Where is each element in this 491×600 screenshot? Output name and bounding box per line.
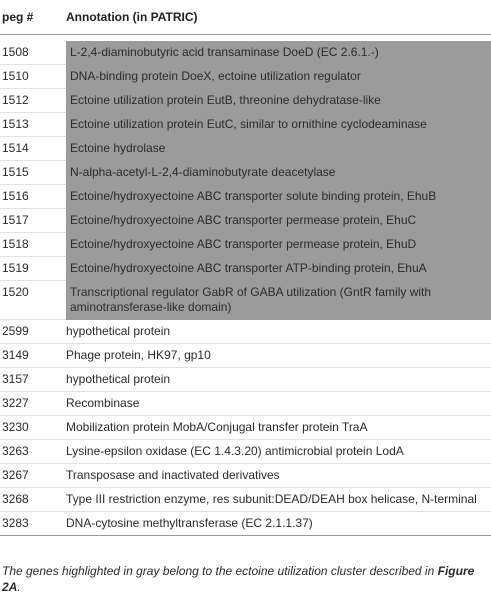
table-row [0, 89, 491, 113]
peg-cell: 3227 [0, 392, 66, 416]
header-row [0, 0, 491, 35]
caption-figure-ref: Figure 2A [2, 564, 475, 594]
peg-cell: 1510 [0, 65, 66, 89]
table-row [0, 392, 491, 416]
table-row [0, 113, 491, 137]
table-row [0, 41, 491, 65]
peg-cell: 1508 [0, 41, 66, 65]
annotation-cell: Phage protein, HK97, gp10 [66, 344, 491, 368]
peg-cell: 3149 [0, 344, 66, 368]
annotation-cell: Ectoine utilization protein EutC, similar to ornithine cyclodeaminase [66, 113, 491, 137]
peg-cell: 3267 [0, 464, 66, 488]
peg-cell: 1515 [0, 161, 66, 185]
table-row [0, 137, 491, 161]
table-body [0, 35, 491, 536]
peg-cell: 2599 [0, 320, 66, 344]
table-row [0, 488, 491, 512]
annotation-cell: L-2,4-diaminobutyric acid transaminase DoeD (EC 2.6.1.-) [66, 41, 491, 65]
table-caption [0, 563, 490, 595]
table-row [0, 65, 491, 89]
peg-cell: 1516 [0, 185, 66, 209]
peg-cell: 1520 [0, 281, 66, 320]
annotation-cell: Recombinase [66, 392, 491, 416]
annotation-cell: Ectoine utilization protein EutB, threonine dehydratase-like [66, 89, 491, 113]
table-row [0, 185, 491, 209]
annotation-cell: Type III restriction enzyme, res subunit:DEAD/DEAH box helicase, N-terminal [66, 488, 491, 512]
peg-cell: 1518 [0, 233, 66, 257]
annotation-cell: hypothetical protein [66, 368, 491, 392]
table-header [0, 0, 491, 35]
annotation-cell: DNA-cytosine methyltransferase (EC 2.1.1.37) [66, 512, 491, 536]
table-row [0, 281, 491, 320]
annotation-cell: Ectoine/hydroxyectoine ABC transporter permease protein, EhuD [66, 233, 491, 257]
annotation-cell: Ectoine/hydroxyectoine ABC transporter permease protein, EhuC [66, 209, 491, 233]
annotation-cell: Ectoine/hydroxyectoine ABC transporter ATP-binding protein, EhuA [66, 257, 491, 281]
peg-cell: 1517 [0, 209, 66, 233]
peg-cell: 3268 [0, 488, 66, 512]
peg-cell: 3283 [0, 512, 66, 536]
annotation-cell: Mobilization protein MobA/Conjugal transfer protein TraA [66, 416, 491, 440]
table-row [0, 320, 491, 344]
caption-text: The genes highlighted in gray belong to the ectoine utilization cluster described in [2, 564, 435, 578]
annotation-cell: Ectoine hydrolase [66, 137, 491, 161]
annotation-cell: Transcriptional regulator GabR of GABA utilization (GntR family with aminotransferase-like domain) [66, 281, 491, 320]
peg-cell: 3263 [0, 440, 66, 464]
peg-cell: 1519 [0, 257, 66, 281]
table-row [0, 368, 491, 392]
peg-cell: 1512 [0, 89, 66, 113]
table-row [0, 440, 491, 464]
table-row [0, 209, 491, 233]
table-row [0, 416, 491, 440]
header-annotation: Annotation (in PATRIC) [66, 0, 491, 35]
table-row [0, 464, 491, 488]
table-row [0, 257, 491, 281]
table-row [0, 344, 491, 368]
annotation-cell: N-alpha-acetyl-L-2,4-diaminobutyrate deacetylase [66, 161, 491, 185]
annotation-cell: Lysine-epsilon oxidase (EC 1.4.3.20) antimicrobial protein LodA [66, 440, 491, 464]
table-row [0, 161, 491, 185]
table-row [0, 512, 491, 536]
peg-cell: 3157 [0, 368, 66, 392]
annotation-cell: Transposase and inactivated derivatives [66, 464, 491, 488]
annotation-cell: hypothetical protein [66, 320, 491, 344]
annotation-cell: Ectoine/hydroxyectoine ABC transporter solute binding protein, EhuB [66, 185, 491, 209]
caption-end: . [17, 580, 21, 594]
annotation-cell: DNA-binding protein DoeX, ectoine utilization regulator [66, 65, 491, 89]
header-peg: peg # [0, 0, 66, 35]
table-row [0, 233, 491, 257]
peg-cell: 1513 [0, 113, 66, 137]
peg-cell: 3230 [0, 416, 66, 440]
peg-cell: 1514 [0, 137, 66, 161]
